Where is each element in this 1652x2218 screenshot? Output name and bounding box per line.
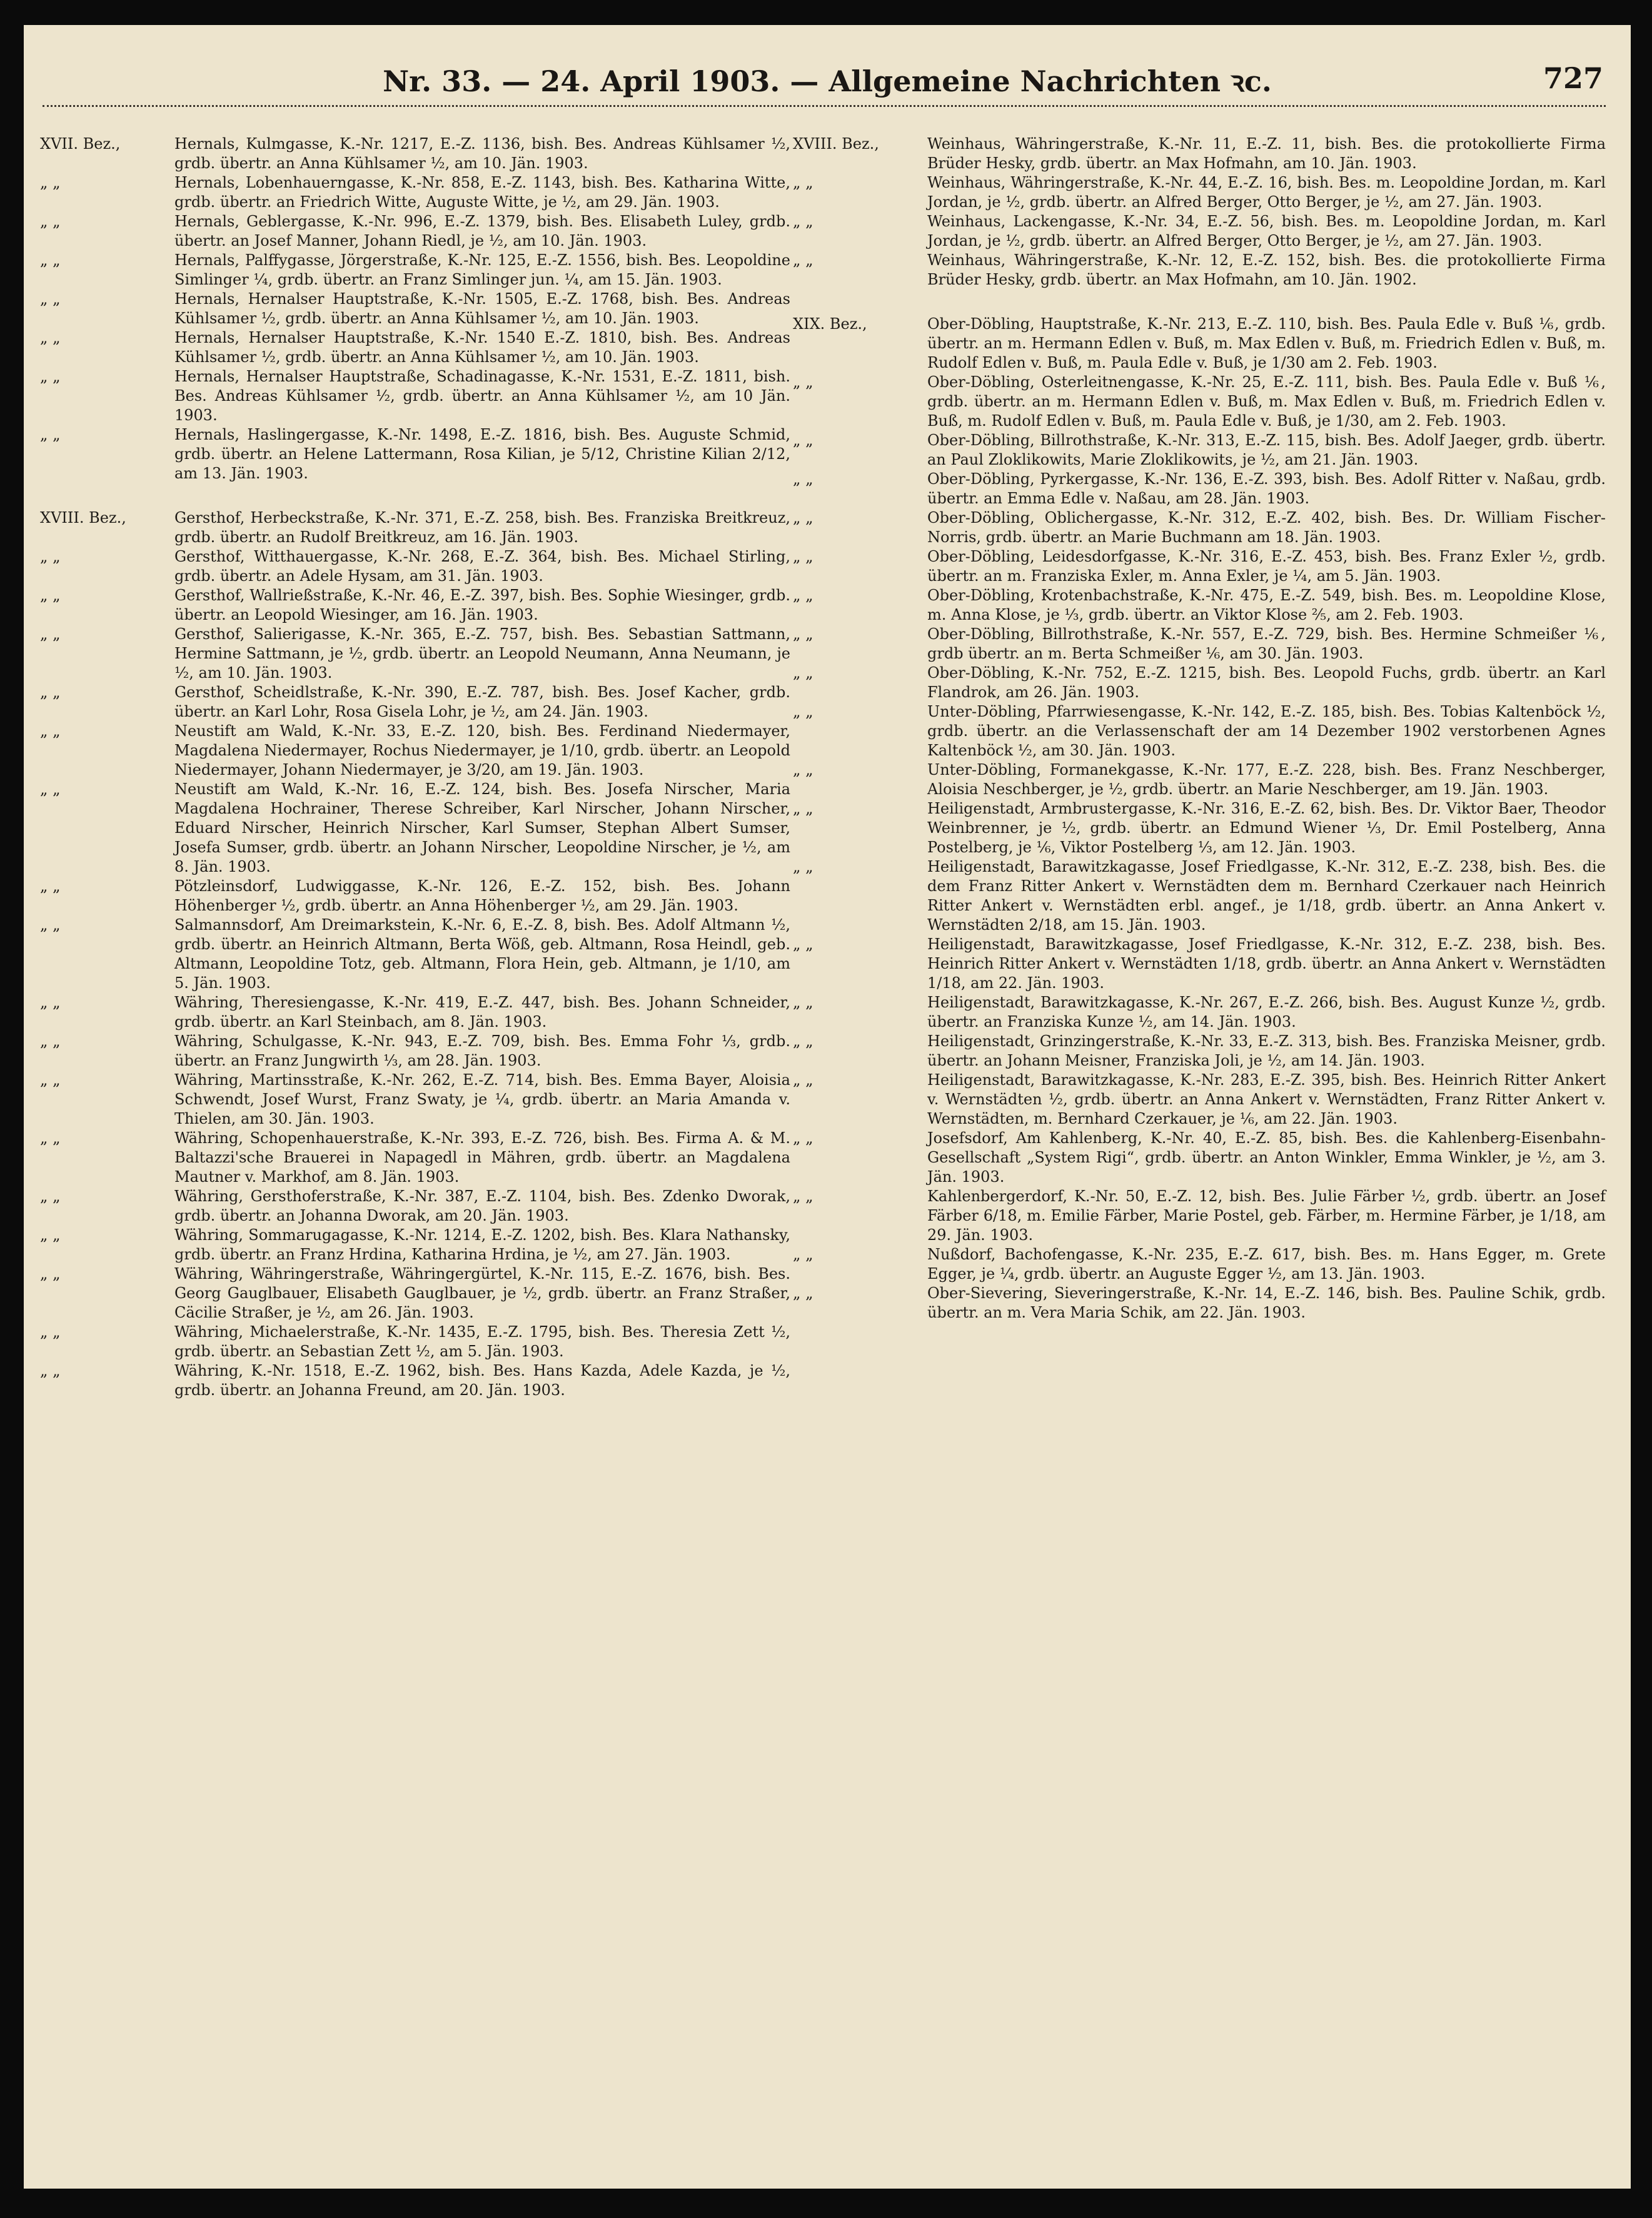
entry-text: Währing, Schopenhauerstraße, K.-Nr. 393, E.-Z. 726, bish. Bes. Firma A. & M. Baltazzi'sche Brauerei in Napagedl in Mähren, grdb. übertr. an Magdalena Mautner v. Markhof, am 8. Jän. 1903. [174,1129,790,1186]
entry-text: Ober-Döbling, Leidesdorfgasse, K.-Nr. 316, E.-Z. 453, bish. Bes. Franz Exler ½, grdb. übertr. an m. Franziska Exler, m. Anna Exler, je ¼, am 5. Jän. 1903. [927,548,1606,585]
district-label: „ „ [40,426,61,443]
entry-text: Weinhaus, Währingerstraße, K.-Nr. 44, E.-Z. 16, bish. Bes. m. Leopoldine Jordan, m. Karl Jordan, je ½, grdb. übertr. an Alfred Berger, Otto Berger, je ½, am 27. Jän. 1903. [927,174,1606,211]
district-label: „ „ [40,877,61,895]
district-label: „ „ [793,174,813,191]
property-entry [793,1284,1606,1323]
entry-text: Währing, Währingerstraße, Währingergürtel, K.-Nr. 115, E.-Z. 1676, bish. Bes. Georg Gauglbauer, Elisabeth Gauglbauer, je ½, grdb. übertr. an Franz Straßer, Cäcilie Straßer, je ½, am 26. Jän. 1903. [174,1265,790,1321]
entry-text: Ober-Döbling, Krotenbachstraße, K.-Nr. 475, E.-Z. 549, bish. Bes. m. Leopoldine Klose, m. Anna Klose, je ⅓, grdb. übertr. an Viktor Klose ⅖, am 2. Feb. 1903. [927,587,1606,623]
district-label: „ „ [793,994,813,1011]
property-entry [40,1032,790,1071]
property-entry [40,625,790,683]
property-entry [40,780,790,877]
entry-text: Unter-Döbling, Formanekgasse, K.-Nr. 177, E.-Z. 228, bish. Bes. Franz Neschberger, Aloisia Neschberger, je ½, grdb. übertr. an Marie Neschberger, am 19. Jän. 1903. [927,761,1606,798]
entry-text: Ober-Döbling, Billrothstraße, K.-Nr. 313, E.-Z. 115, bish. Bes. Adolf Jaeger, grdb. übertr. an Paul Zloklikowits, Marie Zloklikowits, je ½, am 21. Jän. 1903. [927,431,1606,468]
property-entry [40,1071,790,1129]
header-rule [43,105,1606,107]
property-entry [40,508,790,547]
district-label: „ „ [793,548,813,565]
property-entry [40,586,790,625]
entry-text: Ober-Döbling, Osterleitnengasse, K.-Nr. 25, E.-Z. 111, bish. Bes. Paula Edle v. Buß ⅙, grdb. übertr. an m. Hermann Edlen v. Buß, m. Max Edlen v. Buß, m. Friedrich Edlen v. Buß, m. Rudolf Edlen v. Buß, m. Paula Edle v. Buß, je 1/30, am 2. Feb. 1903. [927,373,1606,430]
entry-text: Kahlenbergerdorf, K.-Nr. 50, E.-Z. 12, bish. Bes. Julie Färber ½, grdb. übertr. an Josef Färber 6/18, m. Emilie Färber, Marie Postel, geb. Färber, m. Hermine Färber, je 1/18, am 29. Jän. 1903. [927,1187,1606,1244]
district-label: „ „ [40,1129,61,1147]
district-label: „ „ [40,994,61,1011]
district-label: „ „ [40,1071,61,1089]
property-entry [793,212,1606,251]
entry-text: Währing, Gersthoferstraße, K.-Nr. 387, E.-Z. 1104, bish. Bes. Zdenko Dworak, grdb. übertr. an Johanna Dworak, am 20. Jän. 1903. [174,1187,790,1224]
property-entry [40,722,790,780]
property-entry [793,134,1606,173]
district-label: „ „ [40,1362,61,1379]
entry-text: Gersthof, Witthauergasse, K.-Nr. 268, E.-Z. 364, bish. Bes. Michael Stirling, grdb. übertr. an Adele Hysam, am 31. Jän. 1903. [174,548,790,585]
district-label: „ „ [793,1187,813,1205]
district-label: „ „ [793,1032,813,1050]
property-entry [40,1361,790,1400]
district-label: „ „ [793,703,813,720]
entry-text: Ober-Döbling, Billrothstraße, K.-Nr. 557, E.-Z. 729, bish. Bes. Hermine Schmeißer ⅙, grdb übertr. an m. Berta Schmeißer ⅙, am 30. Jän. 1903. [927,625,1606,662]
district-label: „ „ [793,664,813,682]
district-label: „ „ [40,251,61,269]
entry-text: Heiligenstadt, Barawitzkagasse, Josef Friedlgasse, K.-Nr. 312, E.-Z. 238, bish. Bes. die dem Franz Ritter Ankert v. Wernstädten dem m. Bernhard Czerkauer nach Heinrich Ritter Ankert v. Wernstädten erbl. angef., je 1/18, grdb. übertr. an Anna Ankert v. Wernstädten 2/18, am 15. Jän. 1903. [927,858,1606,934]
entry-text: Hernals, Palffygasse, Jörgerstraße, K.-Nr. 125, E.-Z. 1556, bish. Bes. Leopoldine Simlinger ¼, grdb. übertr. an Franz Simlinger jun. ¼, am 15. Jän. 1903. [174,251,790,288]
district-label: XVIII. Bez., [793,135,879,153]
newspaper-page [24,25,1631,2189]
property-entry [40,425,790,483]
entry-text: Heiligenstadt, Grinzingerstraße, K.-Nr. 33, E.-Z. 313, bish. Bes. Franziska Meisner, grdb. übertr. an Johann Meisner, Franziska Joli, je ½, am 14. Jän. 1903. [927,1032,1606,1069]
property-entry [793,586,1606,625]
district-label: „ „ [40,625,61,643]
district-separator [40,483,790,508]
property-entry [793,935,1606,993]
entry-text: Weinhaus, Lackengasse, K.-Nr. 34, E.-Z. 56, bish. Bes. m. Leopoldine Jordan, m. Karl Jordan, je ½, grdb. übertr. an Alfred Berger, Otto Berger, je ½, am 27. Jän. 1903. [927,213,1606,250]
district-label: „ „ [40,587,61,604]
property-entry [40,683,790,722]
property-entry [40,1187,790,1226]
district-label: „ „ [40,683,61,701]
property-entry [793,1187,1606,1245]
property-entry [793,760,1606,799]
entry-text: Josefsdorf, Am Kahlenberg, K.-Nr. 40, E.-Z. 85, bish. Bes. die Kahlenberg-Eisenbahn-Gesellschaft „System Rigi“, grdb. übertr. an Anton Winkler, Emma Winkler, je ½, am 3. Jän. 1903. [927,1129,1606,1186]
district-label: „ „ [793,800,813,817]
entry-text: Heiligenstadt, Barawitzkagasse, Josef Friedlgasse, K.-Nr. 312, E.-Z. 238, bish. Bes. Heinrich Ritter Ankert v. Wernstädten 1/18, grdb. übertr. an Anna Ankert v. Wernstädten 1/18, am 22. Jän. 1903. [927,935,1606,992]
entry-text: Währing, Sommarugagasse, K.-Nr. 1214, E.-Z. 1202, bish. Bes. Klara Nathansky, grdb. übertr. an Franz Hrdina, Katharina Hrdina, je ½, am 27. Jän. 1903. [174,1226,790,1263]
property-entry [40,1323,790,1361]
entry-text: Hernals, Hernalser Hauptstraße, K.-Nr. 1505, E.-Z. 1768, bish. Bes. Andreas Kühlsamer ½, grdb. übertr. an Anna Kühlsamer ½, am 10. Jän. 1903. [174,290,790,327]
entry-text: Neustift am Wald, K.-Nr. 33, E.-Z. 120, bish. Bes. Ferdinand Niedermayer, Magdalena Niedermayer, Rochus Niedermayer, je 1/10, grdb. übertr. an Leopold Niedermayer, Johann Niedermayer, je 3/20, am 19. Jän. 1903. [174,722,790,779]
page-header-title: Nr. 33. — 24. April 1903. — Allgemeine Nachrichten ꝛc. [383,64,1272,98]
entry-text: Ober-Döbling, Hauptstraße, K.-Nr. 213, E.-Z. 110, bish. Bes. Paula Edle v. Buß ⅙, grdb. übertr. an m. Hermann Edlen v. Buß, m. Max Edlen v. Buß, m. Friedrich Edlen v. Buß, m. Rudolf Edlen v. Buß, m. Paula Edle v. Buß, je 1/30 am 2. Feb. 1903. [927,315,1606,371]
district-label: „ „ [40,780,61,798]
property-entry [40,1226,790,1264]
entry-text: Neustift am Wald, K.-Nr. 16, E.-Z. 124, bish. Bes. Josefa Nirscher, Maria Magdalena Hochrainer, Therese Schreiber, Karl Nirscher, Johann Nirscher, Eduard Nirscher, Heinrich Nirscher, Karl Sumser, Stephan Albert Sumser, Josefa Sumser, grdb. übertr. an Johann Nirscher, Leopoldine Nirscher, je ½, am 8. Jän. 1903. [174,780,790,875]
district-label: „ „ [793,1129,813,1147]
district-label: XVII. Bez., [40,135,121,153]
property-entry [793,431,1606,470]
entry-text: Hernals, Haslingergasse, K.-Nr. 1498, E.-Z. 1816, bish. Bes. Auguste Schmid, grdb. übertr. an Helene Lattermann, Rosa Kilian, je 5/12, Christine Kilian 2/12, am 13. Jän. 1903. [174,426,790,482]
entry-text: Unter-Döbling, Pfarrwiesengasse, K.-Nr. 142, E.-Z. 185, bish. Bes. Tobias Kaltenböck ½, grdb. übertr. an die Verlassenschaft der am 14 Dezember 1902 verstorbenen Agnes Kaltenböck ½, am 30. Jän. 1903. [927,703,1606,759]
entry-text: Heiligenstadt, Barawitzkagasse, K.-Nr. 283, E.-Z. 395, bish. Bes. Heinrich Ritter Ankert v. Wernstädten ½, grdb. übertr. an Anna Ankert v. Wernstädten, Franz Ritter Ankert v. Wernstädten, m. Bernhard Czerkauer, je ⅙, am 22. Jän. 1903. [927,1071,1606,1127]
district-label: „ „ [40,722,61,740]
district-label: „ „ [40,368,61,385]
district-label: „ „ [793,761,813,779]
property-entry [793,1129,1606,1187]
district-label: „ „ [793,470,813,488]
district-label: „ „ [793,587,813,604]
district-label: „ „ [793,373,813,391]
property-entry [40,173,790,212]
district-label: „ „ [40,329,61,346]
property-entry [40,367,790,425]
district-label: „ „ [793,935,813,953]
entry-text: Weinhaus, Währingerstraße, K.-Nr. 12, E.-Z. 152, bish. Bes. die protokollierte Firma Brüder Hesky, grdb. übertr. an Max Hofmahn, am 10. Jän. 1902. [927,251,1606,288]
district-label: „ „ [40,916,61,934]
property-entry [40,212,790,251]
district-label: „ „ [40,1226,61,1244]
district-label: „ „ [40,213,61,230]
district-label: „ „ [793,431,813,449]
property-entry [40,251,790,290]
property-entry [793,663,1606,702]
district-label: „ „ [793,858,813,875]
entry-text: Hernals, Lobenhauerngasse, K.-Nr. 858, E.-Z. 1143, bish. Bes. Katharina Witte, grdb. übertr. an Friedrich Witte, Auguste Witte, je ½, am 29. Jän. 1903. [174,174,790,211]
property-entry [793,373,1606,431]
property-entry [40,1264,790,1323]
entry-text: Ober-Döbling, Pyrkergasse, K.-Nr. 136, E.-Z. 393, bish. Bes. Adolf Ritter v. Naßau, grdb. übertr. an Emma Edle v. Naßau, am 28. Jän. 1903. [927,470,1606,507]
entry-text: Währing, Martinsstraße, K.-Nr. 262, E.-Z. 714, bish. Bes. Emma Bayer, Aloisia Schwendt, Josef Wurst, Franz Swaty, je ¼, grdb. übertr. an Maria Amanda v. Thielen, am 30. Jän. 1903. [174,1071,790,1127]
district-label: „ „ [793,213,813,230]
district-label: „ „ [40,548,61,565]
page-number: 727 [1543,61,1603,95]
entry-text: Gersthof, Salierigasse, K.-Nr. 365, E.-Z. 757, bish. Bes. Sebastian Sattmann, Hermine Sattmann, je ½, grdb. übertr. an Leopold Neumann, Anna Neumann, je ½, am 10. Jän. 1903. [174,625,790,682]
property-entry [793,799,1606,857]
district-label: XIX. Bez., [793,315,867,333]
entry-text: Ober-Döbling, Oblichergasse, K.-Nr. 312, E.-Z. 402, bish. Bes. Dr. William Fischer-Norris, grdb. übertr. an Marie Buchmann am 18. Jän. 1903. [927,509,1606,546]
district-label: „ „ [793,1071,813,1089]
property-entry [793,315,1606,373]
district-label: „ „ [793,509,813,527]
district-label: „ „ [793,251,813,269]
property-entry [793,173,1606,212]
property-entry [793,993,1606,1032]
district-label: „ „ [40,1265,61,1283]
property-entry [793,508,1606,547]
entry-text: Währing, Michaelerstraße, K.-Nr. 1435, E.-Z. 1795, bish. Bes. Theresia Zett ½, grdb. übertr. an Sebastian Zett ½, am 5. Jän. 1903. [174,1323,790,1360]
property-entry [40,290,790,328]
property-entry [793,1032,1606,1071]
property-entry [793,1071,1606,1129]
entry-text: Heiligenstadt, Barawitzkagasse, K.-Nr. 267, E.-Z. 266, bish. Bes. August Kunze ½, grdb. übertr. an Franziska Kunze ½, am 14. Jän. 1903. [927,994,1606,1031]
right-column [793,134,1606,1323]
district-label: „ „ [40,174,61,191]
entry-text: Pötzleinsdorf, Ludwiggasse, K.-Nr. 126, E.-Z. 152, bish. Bes. Johann Höhenberger ½, grdb. übertr. an Anna Höhenberger ½, am 29. Jän. 1903. [174,877,790,914]
district-label: „ „ [40,1323,61,1341]
entry-text: Weinhaus, Währingerstraße, K.-Nr. 11, E.-Z. 11, bish. Bes. die protokollierte Firma Brüder Hesky, grdb. übertr. an Max Hofmahn, am 10. Jän. 1903. [927,135,1606,172]
entry-text: Währing, Theresiengasse, K.-Nr. 419, E.-Z. 447, bish. Bes. Johann Schneider, grdb. übertr. an Karl Steinbach, am 8. Jän. 1903. [174,994,790,1031]
entry-text: Heiligenstadt, Armbrustergasse, K.-Nr. 316, E.-Z. 62, bish. Bes. Dr. Viktor Baer, Theodor Weinbrenner, je ½, grdb. übertr. an Edmund Wiener ⅓, Dr. Emil Postelberg, Anna Postelberg, je ⅙, Viktor Postelberg ⅓, am 12. Jän. 1903. [927,800,1606,856]
property-entry [40,915,790,993]
property-entry [793,857,1606,935]
property-entry [793,470,1606,508]
entry-text: Gersthof, Scheidlstraße, K.-Nr. 390, E.-Z. 787, bish. Bes. Josef Kacher, grdb. übertr. an Karl Lohr, Rosa Gisela Lohr, je ½, am 24. Jän. 1903. [174,683,790,720]
district-label: „ „ [793,1284,813,1302]
property-entry [793,702,1606,760]
property-entry [40,547,790,586]
entry-text: Währing, K.-Nr. 1518, E.-Z. 1962, bish. Bes. Hans Kazda, Adele Kazda, je ½, grdb. übertr. an Johanna Freund, am 20. Jän. 1903. [174,1362,790,1399]
entry-text: Gersthof, Herbeckstraße, K.-Nr. 371, E.-Z. 258, bish. Bes. Franziska Breitkreuz, grdb. übertr. an Rudolf Breitkreuz, am 16. Jän. 1903. [174,509,790,546]
district-label: „ „ [793,625,813,643]
entry-text: Nußdorf, Bachofengasse, K.-Nr. 235, E.-Z. 617, bish. Bes. m. Hans Egger, m. Grete Egger, je ¼, grdb. übertr. an Auguste Egger ½, am 13. Jän. 1903. [927,1246,1606,1283]
property-entry [793,251,1606,290]
entry-text: Ober-Sievering, Sieveringerstraße, K.-Nr. 14, E.-Z. 146, bish. Bes. Pauline Schik, grdb. übertr. an m. Vera Maria Schik, am 22. Jän. 1903. [927,1284,1606,1321]
property-entry [793,1245,1606,1284]
property-entry [793,625,1606,663]
entry-text: Hernals, Kulmgasse, K.-Nr. 1217, E.-Z. 1136, bish. Bes. Andreas Kühlsamer ½, grdb. übertr. an Anna Kühlsamer ½, am 10. Jän. 1903. [174,135,790,172]
property-entry [40,328,790,367]
entry-text: Gersthof, Wallrießstraße, K.-Nr. 46, E.-Z. 397, bish. Bes. Sophie Wiesinger, grdb. übertr. an Leopold Wiesinger, am 16. Jän. 1903. [174,587,790,623]
district-label: „ „ [40,290,61,308]
entry-text: Hernals, Geblergasse, K.-Nr. 996, E.-Z. 1379, bish. Bes. Elisabeth Luley, grdb. übertr. an Josef Manner, Johann Riedl, je ½, am 10. Jän. 1903. [174,213,790,250]
district-separator [793,290,1606,315]
left-column [40,134,790,1400]
district-label: XVIII. Bez., [40,509,126,527]
property-entry [793,547,1606,586]
entry-text: Ober-Döbling, K.-Nr. 752, E.-Z. 1215, bish. Bes. Leopold Fuchs, grdb. übertr. an Karl Flandrok, am 26. Jän. 1903. [927,664,1606,701]
entry-text: Währing, Schulgasse, K.-Nr. 943, E.-Z. 709, bish. Bes. Emma Fohr ⅓, grdb. übertr. an Franz Jungwirth ⅓, am 28. Jän. 1903. [174,1032,790,1069]
entry-text: Salmannsdorf, Am Dreimarkstein, K.-Nr. 6, E.-Z. 8, bish. Bes. Adolf Altmann ½, grdb. übertr. an Heinrich Altmann, Berta Wöß, geb. Altmann, Rosa Heindl, geb. Altmann, Leopoldine Totz, geb. Altmann, Flora Hein, geb. Altmann, je 1/10, am 5. Jän. 1903. [174,916,790,992]
entry-text: Hernals, Hernalser Hauptstraße, Schadinagasse, K.-Nr. 1531, E.-Z. 1811, bish. Bes. Andreas Kühlsamer ½, grdb. übertr. an Anna Kühlsamer ½, am 10 Jän. 1903. [174,368,790,424]
property-entry [40,1129,790,1187]
entry-text: Hernals, Hernalser Hauptstraße, K.-Nr. 1540 E.-Z. 1810, bish. Bes. Andreas Kühlsamer ½, grdb. übertr. an Anna Kühlsamer ½, am 10. Jän. 1903. [174,329,790,366]
district-label: „ „ [40,1187,61,1205]
property-entry [40,134,790,173]
district-label: „ „ [40,1032,61,1050]
property-entry [40,877,790,915]
district-label: „ „ [793,1246,813,1263]
property-entry [40,993,790,1032]
